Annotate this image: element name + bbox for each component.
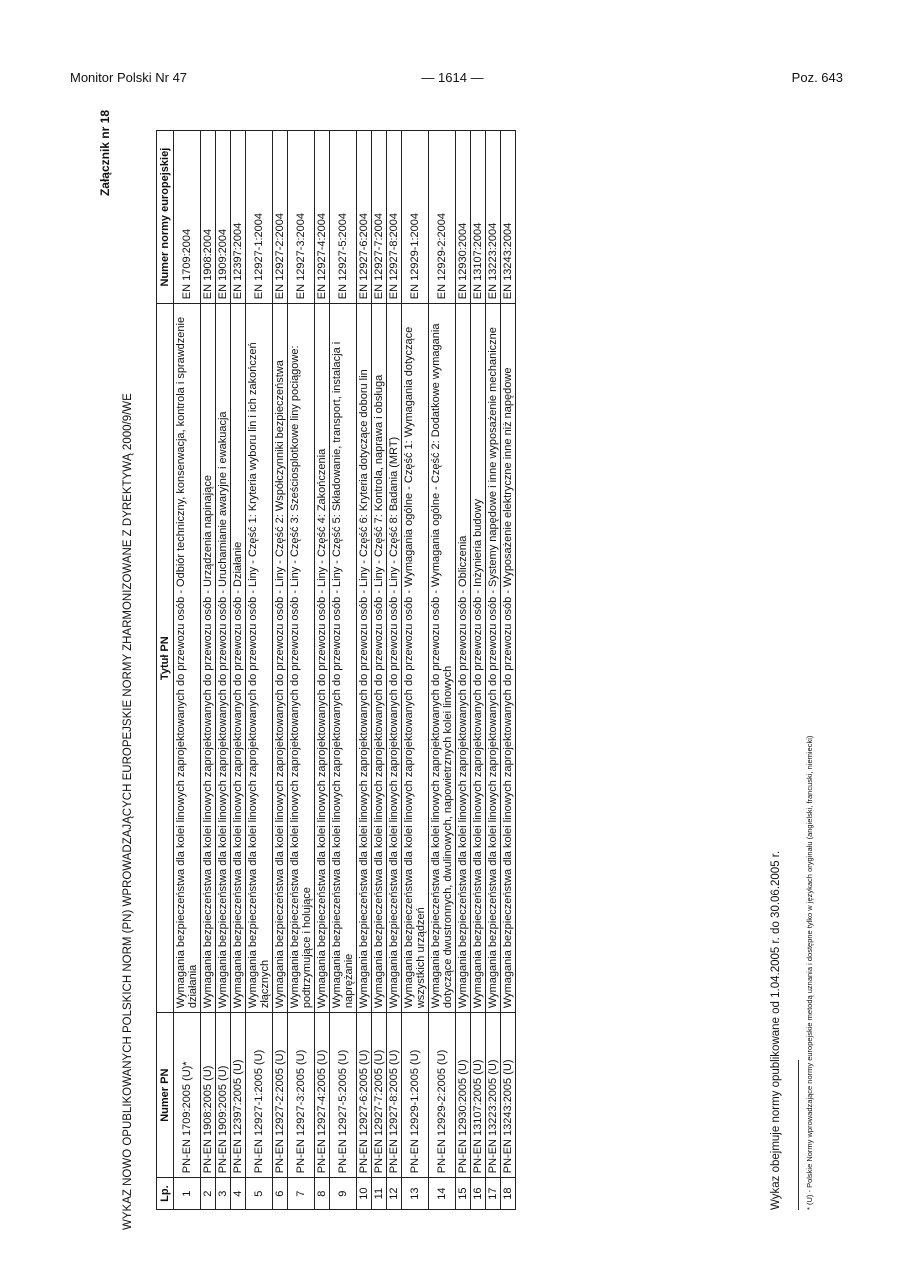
table-row — [456, 131, 471, 1210]
table-header-row — [157, 131, 174, 1210]
cell-lp: 4 — [231, 1178, 246, 1210]
annex-label: Załącznik nr 18 — [98, 110, 112, 197]
table-row — [372, 131, 387, 1210]
cell-number: PN-EN 12927-5:2005 (U) — [330, 1013, 357, 1178]
position-number: Poz. 643 — [791, 70, 843, 85]
cell-en: EN 12930:2004 — [456, 131, 471, 304]
cell-lp: 10 — [357, 1178, 372, 1210]
cell-title: Wymagania bezpieczeństwa dla kolei linowych zaprojektowanych do przewozu osób - Liny - Część 8: Badania (MRT) — [387, 304, 402, 1013]
coverage-note: Wykaz obejmuje normy opublikowane od 1.04.2005 r. do 30.06.2005 r. — [770, 850, 782, 1210]
table-row — [330, 131, 357, 1210]
cell-lp: 1 — [174, 1178, 201, 1210]
cell-number: PN-EN 12927-2:2005 (U) — [273, 1013, 288, 1178]
table-row — [501, 131, 516, 1210]
rotated-sheet — [98, 110, 828, 1230]
cell-title: Wymagania bezpieczeństwa dla kolei linowych zaprojektowanych do przewozu osób - Wyposażenie elektryczne inne niż napędowe — [501, 304, 516, 1013]
cell-lp: 15 — [456, 1178, 471, 1210]
cell-lp: 12 — [387, 1178, 402, 1210]
col-number: Numer PN — [157, 1013, 174, 1178]
cell-lp: 6 — [273, 1178, 288, 1210]
cell-en: EN 13243:2004 — [501, 131, 516, 304]
cell-lp: 9 — [330, 1178, 357, 1210]
cell-en: EN 12927-5:2004 — [330, 131, 357, 304]
cell-title: Wymagania bezpieczeństwa dla kolei linowych zaprojektowanych do przewozu osób - Liny - Część 3: Sześciosplotkowe liny pociągowe: podtrzymujące i holujące — [288, 304, 315, 1013]
footnote: * (U) - Polskie Normy wprowadzające normy europejskie metodą uznania i dostępne tylko w językach oryginału (angielski, francuski, niemiecki) — [805, 735, 814, 1210]
cell-en: EN 12927-3:2004 — [288, 131, 315, 304]
cell-title: Wymagania bezpieczeństwa dla kolei linowych zaprojektowanych do przewozu osób - Liny - Część 2: Współczynniki bezpieczeństwa — [273, 304, 288, 1013]
cell-number: PN-EN 1709:2005 (U)* — [174, 1013, 201, 1178]
cell-en: EN 12929-2:2004 — [429, 131, 456, 304]
col-title: Tytuł PN — [157, 304, 174, 1013]
cell-number: PN-EN 12927-4:2005 (U) — [315, 1013, 330, 1178]
cell-en: EN 1709:2004 — [174, 131, 201, 304]
cell-title: Wymagania bezpieczeństwa dla kolei linowych zaprojektowanych do przewozu osób - Liny - Część 6: Kryteria dotyczące doboru lin — [357, 304, 372, 1013]
table-row — [429, 131, 456, 1210]
cell-number: PN-EN 12927-3:2005 (U) — [288, 1013, 315, 1178]
cell-title: Wymagania bezpieczeństwa dla kolei linowych zaprojektowanych do przewozu osób - Urządzenia napinające — [201, 304, 216, 1013]
table-row — [231, 131, 246, 1210]
table-row — [486, 131, 501, 1210]
cell-number: PN-EN 13223:2005 (U) — [486, 1013, 501, 1178]
table-row — [216, 131, 231, 1210]
cell-number: PN-EN 12929-1:2005 (U) — [402, 1013, 429, 1178]
cell-number: PN-EN 13107:2005 (U) — [471, 1013, 486, 1178]
cell-title: Wymagania bezpieczeństwa dla kolei linowych zaprojektowanych do przewozu osób - Liny - Część 1: Kryteria wyboru lin i ich zakończeń złącznych — [246, 304, 273, 1013]
cell-number: PN-EN 12927-8:2005 (U) — [387, 1013, 402, 1178]
cell-en: EN 12397:2004 — [231, 131, 246, 304]
table-row — [273, 131, 288, 1210]
cell-lp: 17 — [486, 1178, 501, 1210]
cell-lp: 3 — [216, 1178, 231, 1210]
table-row — [387, 131, 402, 1210]
cell-title: Wymagania bezpieczeństwa dla kolei linowych zaprojektowanych do przewozu osób - Obliczenia — [456, 304, 471, 1013]
table-row — [402, 131, 429, 1210]
table-row — [246, 131, 273, 1210]
table-row — [288, 131, 315, 1210]
cell-en: EN 12927-8:2004 — [387, 131, 402, 304]
cell-number: PN-EN 12927-6:2005 (U) — [357, 1013, 372, 1178]
cell-lp: 13 — [402, 1178, 429, 1210]
cell-en: EN 1908:2004 — [201, 131, 216, 304]
col-lp: Lp. — [157, 1178, 174, 1210]
cell-en: EN 12927-7:2004 — [372, 131, 387, 304]
cell-lp: 14 — [429, 1178, 456, 1210]
cell-lp: 8 — [315, 1178, 330, 1210]
cell-lp: 2 — [201, 1178, 216, 1210]
cell-en: EN 12927-4:2004 — [315, 131, 330, 304]
cell-title: Wymagania bezpieczeństwa dla kolei linowych zaprojektowanych do przewozu osób - Wymagania ogólne - Część 2: Dodatkowe wymagania dotyczące dwustronnych, dwulinowych, napowietrznych kolei linowych — [429, 304, 456, 1013]
cell-number: PN-EN 12927-1:2005 (U) — [246, 1013, 273, 1178]
cell-title: Wymagania bezpieczeństwa dla kolei linowych zaprojektowanych do przewozu osób - Działanie — [231, 304, 246, 1013]
cell-en: EN 12927-1:2004 — [246, 131, 273, 304]
page-number: — 1614 — — [421, 70, 484, 85]
cell-number: PN-EN 12927-7:2005 (U) — [372, 1013, 387, 1178]
table-row — [357, 131, 372, 1210]
standards-table — [156, 130, 516, 1210]
cell-en: EN 13223:2004 — [486, 131, 501, 304]
cell-title: Wymagania bezpieczeństwa dla kolei linowych zaprojektowanych do przewozu osób - Liny - Część 7: Kontrola, naprawa i obsługa — [372, 304, 387, 1013]
cell-en: EN 13107:2004 — [471, 131, 486, 304]
cell-number: PN-EN 12397:2005 (U) — [231, 1013, 246, 1178]
cell-number: PN-EN 12929-2:2005 (U) — [429, 1013, 456, 1178]
cell-en: EN 12927-6:2004 — [357, 131, 372, 304]
cell-title: Wymagania bezpieczeństwa dla kolei linowych zaprojektowanych do przewozu osób - Wymagania ogólne - Część 1: Wymagania dotyczące wszystkich urządzeń — [402, 304, 429, 1013]
table-row — [471, 131, 486, 1210]
cell-lp: 18 — [501, 1178, 516, 1210]
cell-en: EN 12929-1:2004 — [402, 131, 429, 304]
cell-number: PN-EN 12930:2005 (U) — [456, 1013, 471, 1178]
col-en: Numer normy europejskiej — [157, 131, 174, 304]
cell-title: Wymagania bezpieczeństwa dla kolei linowych zaprojektowanych do przewozu osób - Uruchamianie awaryjne i ewakuacja — [216, 304, 231, 1013]
cell-lp: 11 — [372, 1178, 387, 1210]
cell-title: Wymagania bezpieczeństwa dla kolei linowych zaprojektowanych do przewozu osób - Liny - Część 5: Składowanie, transport, instalacja i naprężanie — [330, 304, 357, 1013]
cell-en: EN 12927-2:2004 — [273, 131, 288, 304]
cell-title: Wymagania bezpieczeństwa dla kolei linowych zaprojektowanych do przewozu osób - Odbiór techniczny, konserwacja, kontrola i sprawdzenie działania — [174, 304, 201, 1013]
table-row — [174, 131, 201, 1210]
cell-lp: 7 — [288, 1178, 315, 1210]
cell-number: PN-EN 1909:2005 (U) — [216, 1013, 231, 1178]
table-row — [201, 131, 216, 1210]
cell-title: Wymagania bezpieczeństwa dla kolei linowych zaprojektowanych do przewozu osób - Liny - Część 4: Zakończenia — [315, 304, 330, 1013]
cell-lp: 5 — [246, 1178, 273, 1210]
cell-title: Wymagania bezpieczeństwa dla kolei linowych zaprojektowanych do przewozu osób - Systemy napędowe i inne wyposażenie mechaniczne — [486, 304, 501, 1013]
cell-number: PN-EN 13243:2005 (U) — [501, 1013, 516, 1178]
journal-title: Monitor Polski Nr 47 — [70, 70, 188, 85]
cell-number: PN-EN 1908:2005 (U) — [201, 1013, 216, 1178]
footnote-rule — [798, 1060, 799, 1210]
list-heading: WYKAZ NOWO OPUBLIKOWANYCH POLSKICH NORM (PN) WPROWADZAJĄCYCH EUROPEJSKIE NORMY ZHARMONIZOWANE Z DYREKTYWĄ 2000/9/WE — [122, 393, 134, 1230]
cell-en: EN 1909:2004 — [216, 131, 231, 304]
cell-title: Wymagania bezpieczeństwa dla kolei linowych zaprojektowanych do przewozu osób - Inżynieria budowy — [471, 304, 486, 1013]
table-row — [315, 131, 330, 1210]
cell-lp: 16 — [471, 1178, 486, 1210]
